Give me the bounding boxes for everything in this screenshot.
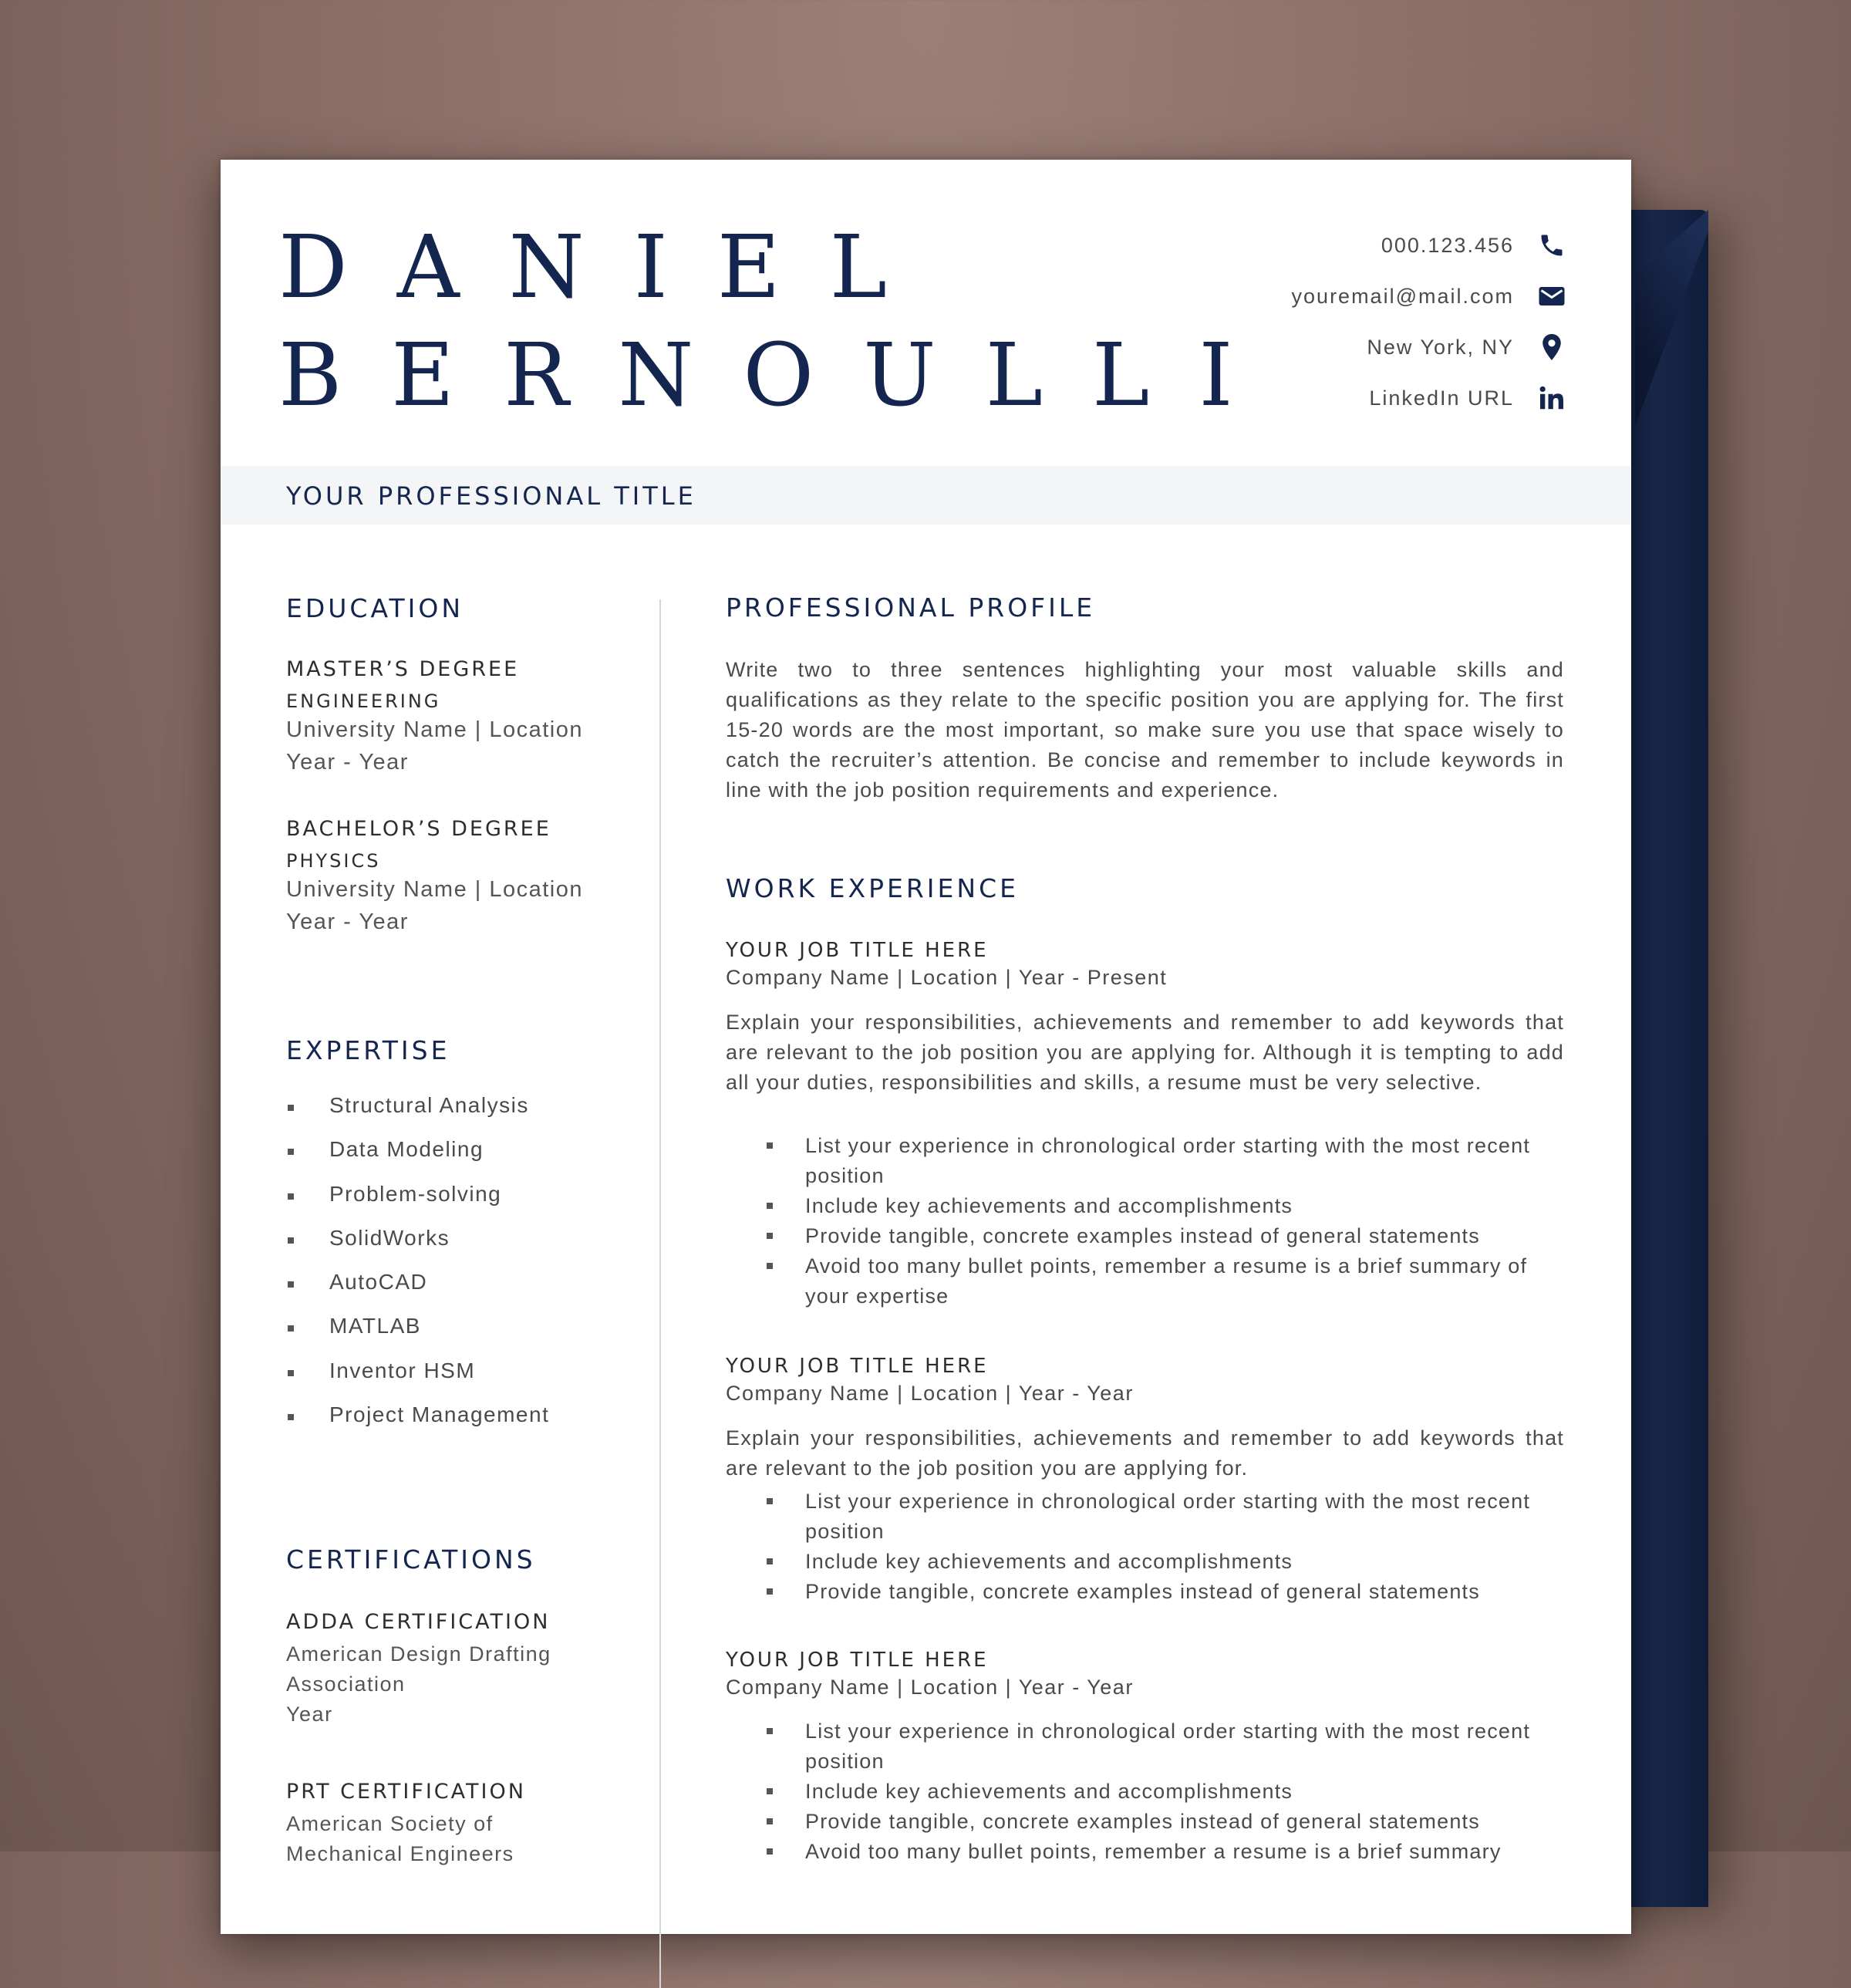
bullet-text: List your experience in chronological order starting with the most recent position: [805, 1134, 1531, 1187]
skill-label: AutoCAD: [329, 1270, 428, 1294]
education-school-2: University Name | Location: [286, 877, 584, 902]
bullet-text: Include key achievements and accomplishments: [805, 1780, 1293, 1803]
bullet-icon: [767, 1728, 773, 1734]
list-item: [286, 1093, 549, 1137]
first-name: DANIEL: [278, 218, 937, 318]
skill-label: Data Modeling: [329, 1137, 484, 1162]
job-bullets-1: [767, 1131, 1569, 1311]
contact-block: [1165, 220, 1566, 424]
bullet-icon: [288, 1237, 294, 1244]
bullet-text: Include key achievements and accomplishments: [805, 1194, 1293, 1217]
education-field-2: PHYSICS: [286, 850, 381, 872]
list-item: [767, 1251, 1569, 1311]
skill-label: MATLAB: [329, 1314, 421, 1338]
education-years-1: Year - Year: [286, 750, 409, 775]
bullet-icon: [767, 1818, 773, 1824]
job-description-1: Explain your responsibilities, achievements and remember to add keywords that are relevant to the job position you are applying for. Although it is tempting to add all your duties, responsibilities and skills, a resume must be very selective.: [726, 1011, 1564, 1094]
bullet-icon: [288, 1193, 294, 1200]
list-item: [286, 1359, 549, 1402]
professional-title-bar: [221, 466, 1631, 525]
job-bullets-2: [767, 1487, 1569, 1607]
certification-name-2: PRT CERTIFICATION: [286, 1780, 526, 1804]
list-item: [767, 1807, 1569, 1837]
bullet-icon: [288, 1149, 294, 1155]
bullet-text: Avoid too many bullet points, remember a resume is a brief summary of your expertise: [805, 1254, 1528, 1308]
skill-label: Structural Analysis: [329, 1093, 529, 1117]
envelope-icon: [1537, 282, 1566, 311]
bullet-icon: [767, 1203, 773, 1209]
certification-name-1: ADDA CERTIFICATION: [286, 1610, 551, 1634]
location-text: New York, NY: [1367, 335, 1514, 359]
list-item: [767, 1131, 1569, 1191]
list-item: [286, 1137, 549, 1181]
job-company-2: Company Name | Location | Year - Year: [726, 1382, 1134, 1405]
profile-heading: PROFESSIONAL PROFILE: [726, 592, 1096, 623]
list-item: [286, 1270, 549, 1314]
bullet-text: Avoid too many bullet points, remember a resume is a brief summary: [805, 1840, 1502, 1863]
job-bullets-3: [767, 1716, 1569, 1867]
bullet-icon: [767, 1588, 773, 1595]
certification-org-2b: Mechanical Engineers: [286, 1842, 514, 1865]
bullet-icon: [767, 1848, 773, 1855]
list-item: [767, 1221, 1569, 1251]
bullet-icon: [767, 1788, 773, 1794]
job-title-1: YOUR JOB TITLE HERE: [726, 939, 989, 962]
bullet-icon: [767, 1498, 773, 1504]
list-item: [286, 1226, 549, 1270]
list-item: [767, 1487, 1569, 1547]
certification-year-1: Year: [286, 1703, 333, 1726]
bullet-icon: [767, 1263, 773, 1269]
bullet-text: Provide tangible, concrete examples instead of general statements: [805, 1810, 1480, 1833]
bullet-icon: [767, 1143, 773, 1149]
bullet-text: List your experience in chronological order starting with the most recent position: [805, 1490, 1531, 1543]
list-item: [767, 1577, 1569, 1607]
education-degree-2: BACHELOR’S DEGREE: [286, 817, 551, 841]
phone-text: 000.123.456: [1381, 233, 1514, 257]
certification-org-1b: Association: [286, 1672, 406, 1696]
bullet-icon: [288, 1370, 294, 1376]
column-divider: [659, 599, 661, 1988]
list-item: [286, 1314, 549, 1358]
map-pin-icon: [1537, 332, 1566, 362]
skill-label: Inventor HSM: [329, 1358, 476, 1382]
list-item: [286, 1182, 549, 1226]
bullet-text: Provide tangible, concrete examples instead of general statements: [805, 1224, 1480, 1247]
bullet-text: Provide tangible, concrete examples instead of general statements: [805, 1580, 1480, 1603]
resume-page: [221, 160, 1631, 1934]
contact-linkedin: [1165, 373, 1566, 424]
professional-title: YOUR PROFESSIONAL TITLE: [286, 481, 696, 511]
job-title-3: YOUR JOB TITLE HERE: [726, 1649, 989, 1672]
certifications-heading: CERTIFICATIONS: [286, 1544, 536, 1575]
bullet-icon: [767, 1558, 773, 1564]
education-degree-1: MASTER’S DEGREE: [286, 657, 520, 681]
resume-name: [278, 214, 1283, 430]
job-company-3: Company Name | Location | Year - Year: [726, 1676, 1134, 1699]
education-years-2: Year - Year: [286, 910, 409, 934]
education-school-1: University Name | Location: [286, 717, 584, 742]
list-item: [767, 1191, 1569, 1221]
job-description-2: Explain your responsibilities, achievements and remember to add keywords that are relevant to the job position you are applying for.: [726, 1426, 1564, 1480]
last-name: BERNOULLI: [278, 326, 1283, 426]
contact-phone: [1165, 220, 1566, 271]
education-heading: EDUCATION: [286, 593, 464, 623]
expertise-list: [286, 1093, 549, 1446]
skill-label: Problem-solving: [329, 1181, 502, 1206]
bullet-icon: [767, 1233, 773, 1239]
contact-location: [1165, 322, 1566, 373]
bullet-icon: [288, 1105, 294, 1111]
bullet-icon: [288, 1414, 294, 1420]
work-heading: WORK EXPERIENCE: [726, 873, 1019, 903]
list-item: [767, 1777, 1569, 1807]
job-company-1: Company Name | Location | Year - Present: [726, 966, 1168, 989]
list-item: [767, 1716, 1569, 1777]
expertise-heading: EXPERTISE: [286, 1035, 450, 1065]
email-text: youremail@mail.com: [1291, 284, 1514, 308]
list-item: [767, 1837, 1569, 1867]
contact-email: [1165, 271, 1566, 322]
bullet-icon: [288, 1281, 294, 1288]
linkedin-icon: [1537, 383, 1566, 413]
phone-icon: [1537, 231, 1566, 260]
bullet-text: List your experience in chronological order starting with the most recent position: [805, 1720, 1531, 1773]
bullet-icon: [288, 1325, 294, 1332]
linkedin-text: LinkedIn URL: [1369, 386, 1514, 410]
education-field-1: ENGINEERING: [286, 690, 441, 712]
profile-text: Write two to three sentences highlighting your most valuable skills and qualifications as they relate to the specific position you are applying for. The first 15-20 words are the most important, so make sure you use that space wisely to catch the recruiter’s attention. Be concise and remember to include keywords in line with the job position requirements and experience.: [726, 658, 1564, 802]
skill-label: SolidWorks: [329, 1225, 450, 1250]
list-item: [286, 1402, 549, 1446]
skill-label: Project Management: [329, 1402, 550, 1427]
bullet-text: Include key achievements and accomplishments: [805, 1550, 1293, 1573]
certification-org-1a: American Design Drafting: [286, 1642, 551, 1666]
list-item: [767, 1547, 1569, 1577]
certification-org-2a: American Society of: [286, 1812, 494, 1835]
job-title-2: YOUR JOB TITLE HERE: [726, 1355, 989, 1378]
